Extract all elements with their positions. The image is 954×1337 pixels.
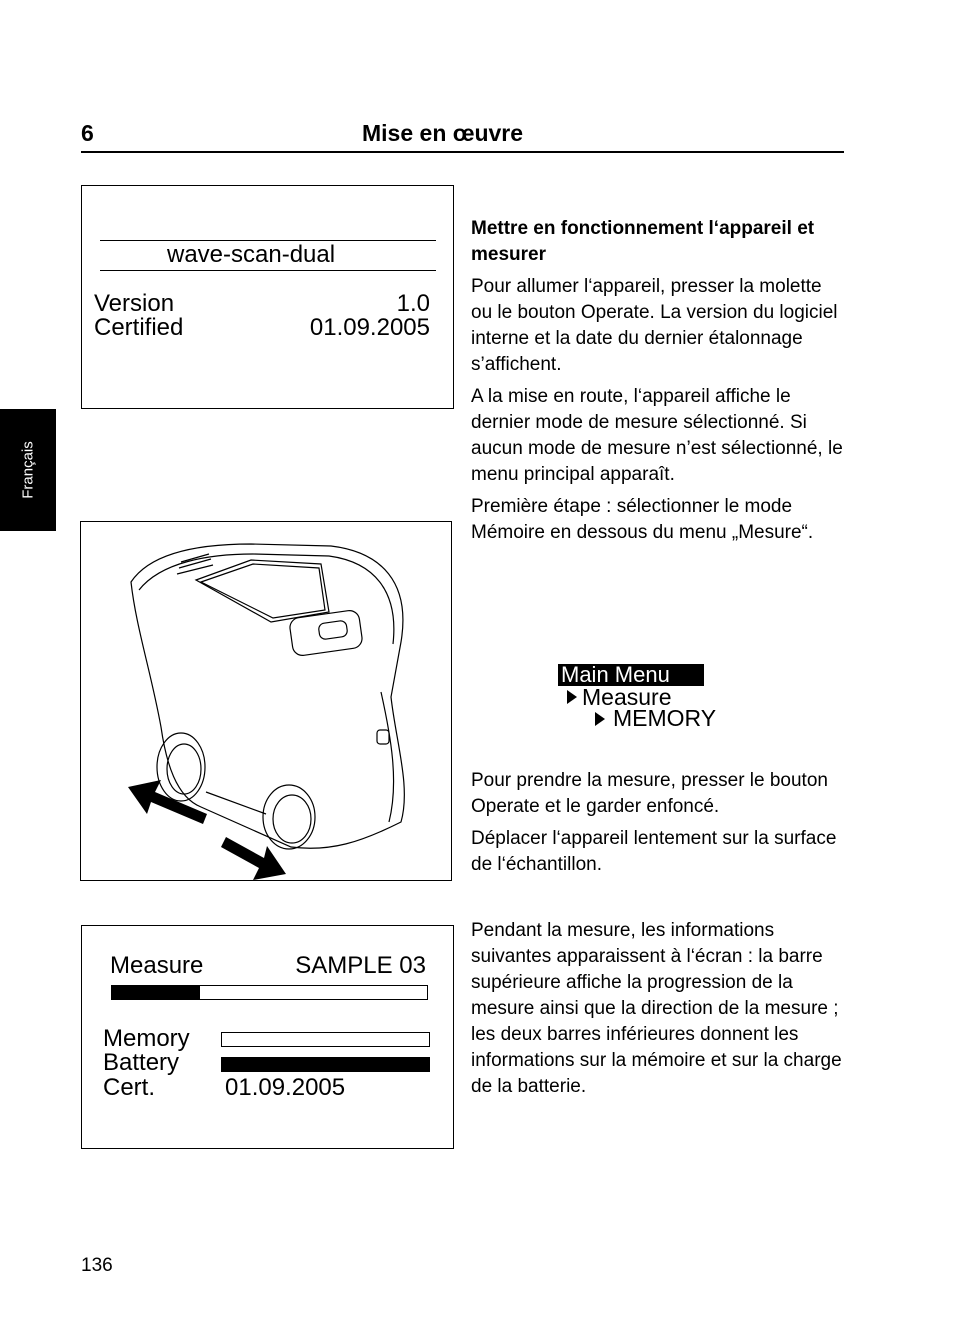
measure-label: Measure bbox=[110, 952, 204, 979]
memory-bar bbox=[221, 1032, 430, 1047]
intro-text-block bbox=[471, 216, 846, 552]
chapter-title: Mise en œuvre bbox=[362, 120, 524, 146]
cert-label: Cert. bbox=[103, 1074, 156, 1101]
triangle-right-icon bbox=[566, 689, 578, 705]
header-rule bbox=[81, 151, 844, 153]
during-measure-text-block bbox=[471, 918, 846, 1106]
measure-progress-bar bbox=[111, 985, 428, 1000]
sample-label: SAMPLE 03 bbox=[295, 952, 426, 979]
triangle-right-icon bbox=[594, 711, 606, 727]
paragraph-power-on: Pour allumer l‘appareil, presser la molette ou le bouton Operate. La version du logiciel interne et la date du dernier étalonnage s’affichent. bbox=[471, 276, 838, 375]
device-illustration bbox=[80, 521, 452, 881]
battery-fill bbox=[222, 1058, 429, 1071]
paragraph-during-measure: Pendant la mesure, les informations suivantes apparaissent à l‘écran : la barre supérieure affiche la progression de la mesure ainsi que la direction de la mesure ; les deux barres inférieures donnent les informations sur la mémoire et sur la charge de la batterie. bbox=[471, 920, 842, 1097]
measure-text-block bbox=[471, 768, 846, 884]
certified-label: Certified bbox=[94, 314, 184, 341]
screen-rule-bottom bbox=[100, 270, 436, 271]
device-name: wave-scan-dual bbox=[167, 241, 336, 268]
main-menu-title: Main Menu bbox=[558, 664, 704, 686]
paragraph-move-device: Déplacer l‘appareil lentement sur la surface de l‘échantillon. bbox=[471, 828, 837, 875]
menu-item-measure: Measure bbox=[582, 684, 672, 710]
paragraph-startup: A la mise en route, l‘appareil affiche le dernier mode de mesure sélectionné. Si aucun mode de mesure n’est sélectionné, le menu principal apparaît. bbox=[471, 386, 843, 485]
certified-value: 01.09.2005 bbox=[309, 314, 430, 341]
section-heading: Mettre en fonctionnement l‘appareil et mesurer bbox=[471, 218, 815, 265]
battery-bar bbox=[221, 1057, 430, 1072]
paragraph-first-step: Première étape : sélectionner le mode Mémoire en dessous du menu „Mesure“. bbox=[471, 496, 814, 543]
paragraph-press-operate: Pour prendre la mesure, presser le bouton Operate et le garder enfoncé. bbox=[471, 770, 828, 817]
startup-screen bbox=[81, 185, 454, 409]
measure-progress-fill bbox=[112, 986, 200, 999]
cert-value: 01.09.2005 bbox=[225, 1074, 346, 1101]
language-tab-label: Français bbox=[19, 441, 37, 499]
wave-scan-device-drawing bbox=[81, 522, 451, 880]
memory-label: Memory bbox=[103, 1025, 190, 1052]
battery-label: Battery bbox=[103, 1049, 180, 1076]
version-value: 1.0 bbox=[396, 290, 430, 317]
language-tab bbox=[0, 409, 56, 531]
menu-item-memory: MEMORY bbox=[613, 705, 717, 731]
measure-screen bbox=[81, 925, 454, 1149]
page-number: 136 bbox=[81, 1255, 113, 1276]
chapter-number: 6 bbox=[81, 120, 94, 146]
version-label: Version bbox=[94, 290, 175, 317]
